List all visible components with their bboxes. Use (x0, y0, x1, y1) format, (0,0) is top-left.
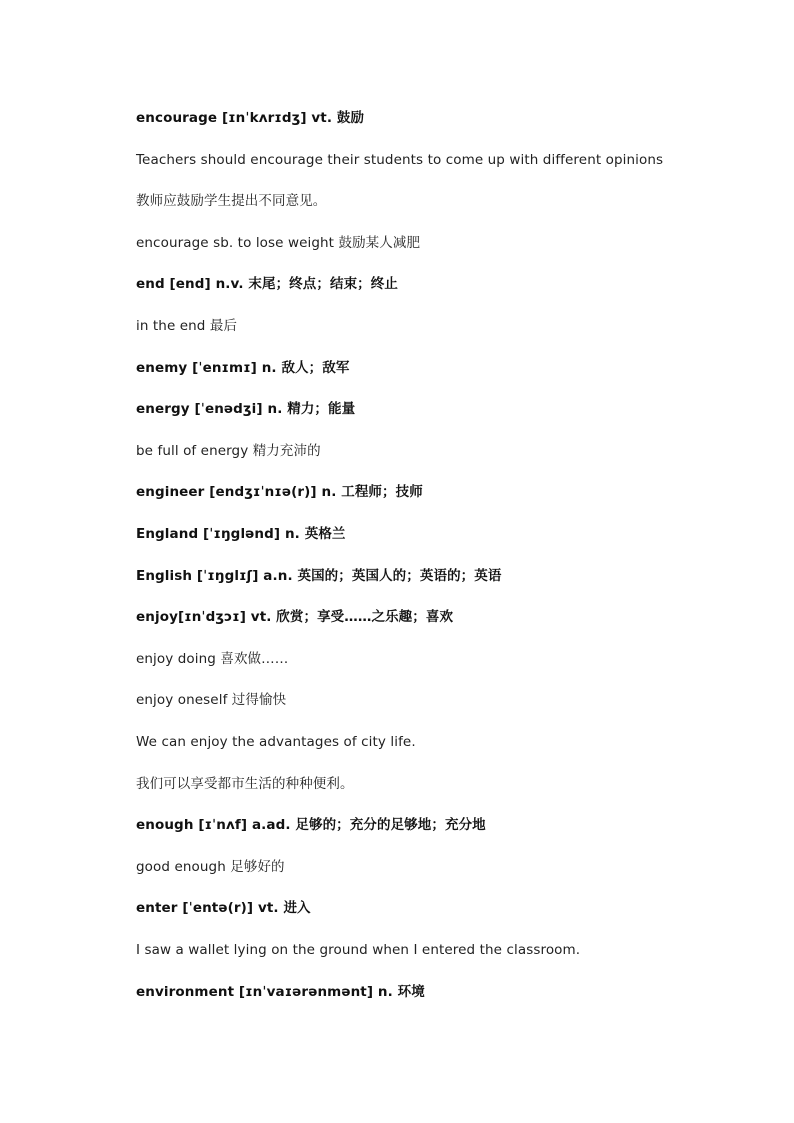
example-encourage-en: Teachers should encourage their students to come up with different opinions (136, 152, 664, 168)
phrase-in-the-end: in the end 最后 (136, 318, 238, 334)
phrase-full-of-energy: be full of energy 精力充沛的 (136, 443, 321, 459)
phrase-enjoy-oneself: enjoy oneself 过得愉快 (136, 692, 287, 708)
entry-enter: enter [ˈentə(r)] vt. 进入 (136, 900, 311, 916)
entry-england: England [ˈɪŋglənd] n. 英格兰 (136, 526, 346, 542)
entry-engineer: engineer [endʒɪˈnɪə(r)] n. 工程师；技师 (136, 484, 423, 500)
phrase-good-enough: good enough 足够好的 (136, 859, 285, 875)
phrase-encourage: encourage sb. to lose weight 鼓励某人减肥 (136, 235, 421, 251)
example-enjoy-zh: 我们可以享受都市生活的种种便利。 (136, 776, 354, 792)
entry-encourage: encourage [ɪnˈkʌrɪdʒ] vt. 鼓励 (136, 110, 365, 126)
entry-enjoy: enjoy[ɪnˈdʒɔɪ] vt. 欣赏；享受……之乐趣；喜欢 (136, 609, 454, 625)
entry-energy: energy [ˈenədʒi] n. 精力；能量 (136, 401, 356, 417)
entry-environment: environment [ɪnˈvaɪərənmənt] n. 环境 (136, 984, 425, 1000)
phrase-enjoy-doing: enjoy doing 喜欢做…… (136, 651, 289, 667)
entry-enemy: enemy [ˈenɪmɪ] n. 敌人；敌军 (136, 360, 350, 376)
entry-end: end [end] n.v. 末尾；终点；结束；终止 (136, 276, 398, 292)
example-encourage-zh: 教师应鼓励学生提出不同意见。 (136, 193, 327, 209)
entry-enough: enough [ɪˈnʌf] a.ad. 足够的；充分的足够地；充分地 (136, 817, 486, 833)
entry-english: English [ˈɪŋglɪʃ] a.n. 英国的；英国人的；英语的；英语 (136, 568, 502, 584)
example-enter-en: I saw a wallet lying on the ground when I entered the classroom. (136, 942, 581, 958)
example-enjoy-en: We can enjoy the advantages of city life. (136, 734, 416, 750)
